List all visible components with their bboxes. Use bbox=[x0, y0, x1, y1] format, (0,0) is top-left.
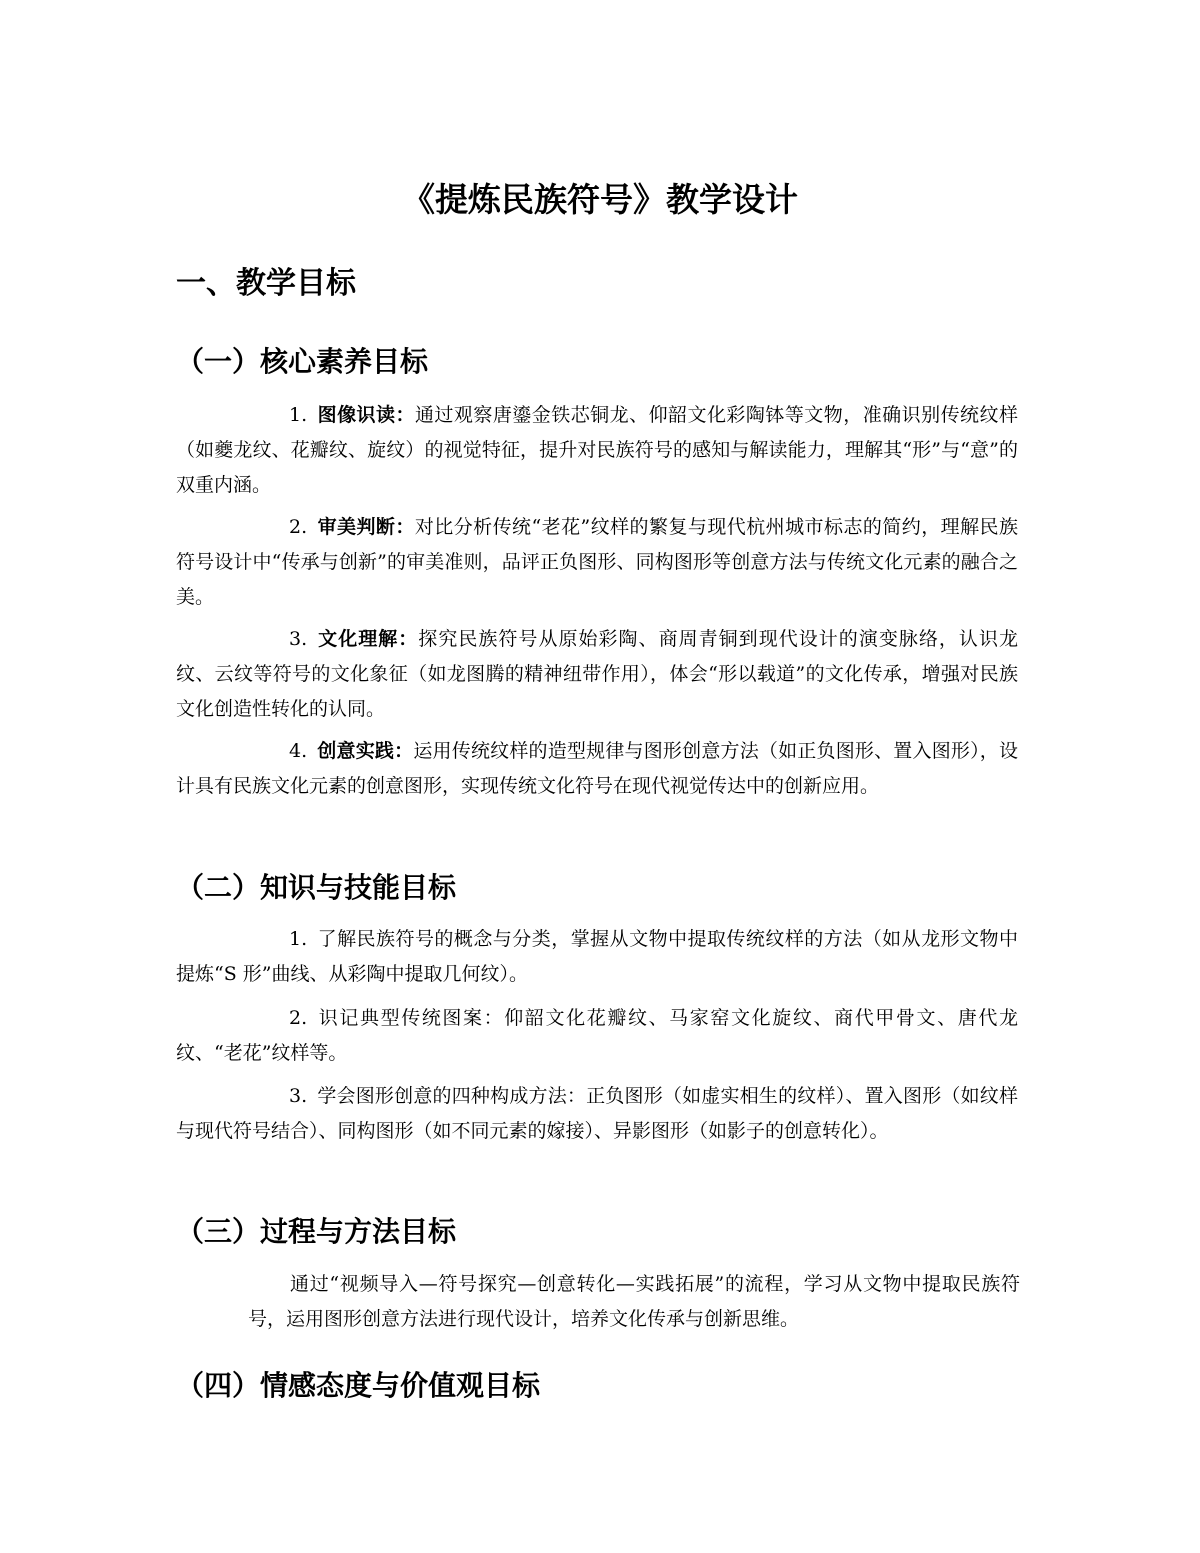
core-goal-text: 通过观察唐鎏金铁芯铜龙、仰韶文化彩陶钵等文物，准确识别传统纹样（如夔龙纹、花瓣纹、旋纹）的视觉特征，提升对民族符号的感知与解读能力，理解其“形”与“意”的双重内涵。 bbox=[176, 404, 1018, 496]
core-goal-keyword: 创意实践： bbox=[317, 740, 414, 762]
knowledge-goal-text: 识记典型传统图案：仰韶文化花瓣纹、马家窑文化旋纹、商代甲骨文、唐代龙纹、“老花”纹样等。 bbox=[176, 1007, 1018, 1064]
core-goal-keyword: 文化理解： bbox=[317, 628, 419, 650]
knowledge-goal-item: 3. 学会图形创意的四种构成方法：正负图形（如虚实相生的纹样）、置入图形（如纹样与现代符号结合）、同构图形（如不同元素的嫁接）、异影图形（如影子的创意转化）。 bbox=[176, 1085, 1018, 1142]
core-goal-text: 运用传统纹样的造型规律与图形创意方法（如正负图形、置入图形），设计具有民族文化元素的创意图形，实现传统文化符号在现代视觉传达中的创新应用。 bbox=[176, 740, 1018, 797]
subsection-heading-knowledge-skills: （二）知识与技能目标 bbox=[176, 871, 457, 904]
section-heading-teaching-goals: 一、教学目标 bbox=[176, 266, 356, 301]
core-goal-item: 3. 文化理解：探究民族符号从原始彩陶、商周青铜到现代设计的演变脉络，认识龙纹、云纹等符号的文化象征（如龙图腾的精神纽带作用），体会“形以载道”的文化传承，增强对民族文化创造性转化的认同。 bbox=[176, 628, 1018, 720]
knowledge-goal-item: 1. 了解民族符号的概念与分类，掌握从文物中提取传统纹样的方法（如从龙形文物中提炼“S 形”曲线、从彩陶中提取几何纹）。 bbox=[176, 928, 1018, 985]
subsection-heading-emotion-values: （四）情感态度与价值观目标 bbox=[176, 1369, 541, 1402]
core-goal-item: 4. 创意实践：运用传统纹样的造型规律与图形创意方法（如正负图形、置入图形），设计具有民族文化元素的创意图形，实现传统文化符号在现代视觉传达中的创新应用。 bbox=[176, 740, 1018, 797]
core-goal-text: 探究民族符号从原始彩陶、商周青铜到现代设计的演变脉络，认识龙纹、云纹等符号的文化象征（如龙图腾的精神纽带作用），体会“形以载道”的文化传承，增强对民族文化创造性转化的认同。 bbox=[176, 628, 1018, 720]
knowledge-goal-text: 了解民族符号的概念与分类，掌握从文物中提取传统纹样的方法（如从龙形文物中提炼“S 形”曲线、从彩陶中提取几何纹）。 bbox=[176, 928, 1018, 985]
knowledge-goal-item: 2. 识记典型传统图案：仰韶文化花瓣纹、马家窑文化旋纹、商代甲骨文、唐代龙纹、“老花”纹样等。 bbox=[176, 1007, 1018, 1064]
subsection-heading-process-methods: （三）过程与方法目标 bbox=[176, 1215, 457, 1248]
core-goal-keyword: 审美判断： bbox=[317, 516, 415, 538]
core-goal-keyword: 图像识读： bbox=[317, 404, 415, 426]
knowledge-goal-text: 学会图形创意的四种构成方法：正负图形（如虚实相生的纹样）、置入图形（如纹样与现代符号结合）、同构图形（如不同元素的嫁接）、异影图形（如影子的创意转化）。 bbox=[176, 1085, 1018, 1142]
core-goal-item: 2. 审美判断：对比分析传统“老花”纹样的繁复与现代杭州城市标志的简约，理解民族符号设计中“传承与创新”的审美准则，品评正负图形、同构图形等创意方法与传统文化元素的融合之美。 bbox=[176, 516, 1018, 608]
process-goal-text: 通过“视频导入—符号探究—创意转化—实践拓展”的流程，学习从文物中提取民族符号，运用图形创意方法进行现代设计，培养文化传承与创新思维。 bbox=[248, 1273, 1020, 1330]
core-goal-item: 1. 图像识读：通过观察唐鎏金铁芯铜龙、仰韶文化彩陶钵等文物，准确识别传统纹样（如夔龙纹、花瓣纹、旋纹）的视觉特征，提升对民族符号的感知与解读能力，理解其“形”与“意”的双重内涵。 bbox=[176, 404, 1018, 496]
document-title: 《提炼民族符号》教学设计 bbox=[402, 180, 798, 219]
subsection-heading-core-literacy: （一）核心素养目标 bbox=[176, 345, 429, 378]
core-goal-text: 对比分析传统“老花”纹样的繁复与现代杭州城市标志的简约，理解民族符号设计中“传承与创新”的审美准则，品评正负图形、同构图形等创意方法与传统文化元素的融合之美。 bbox=[176, 516, 1018, 608]
